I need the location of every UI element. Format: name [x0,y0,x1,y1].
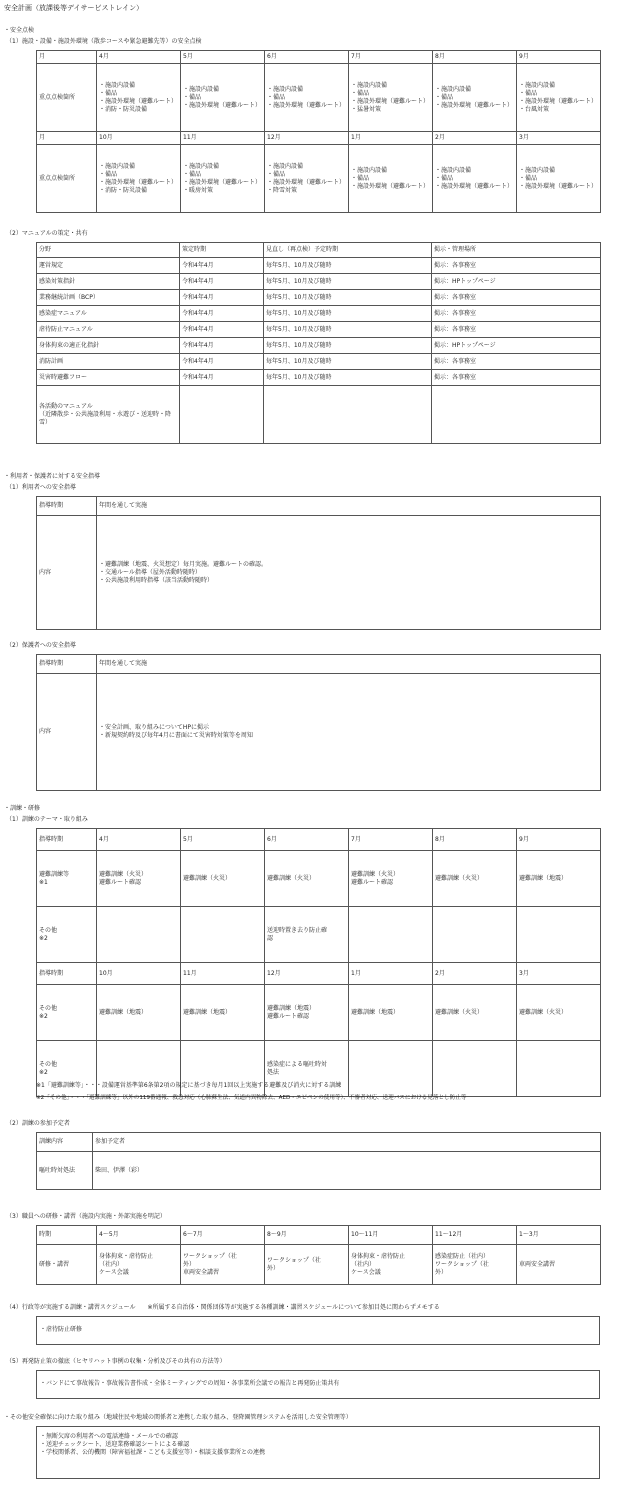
manual-established: 令和4年4月 [180,338,264,354]
header-established: 策定時期 [180,243,264,258]
month-cell: 11月 [181,132,265,145]
subsection-heading-facility-inspection: （1）施設・設備・施設外環境（散歩コースや緊急避難先等）の安全点検 [6,38,202,45]
text-line: ・無断欠席の利用者への電話連絡・メールでの確認 [40,1433,178,1440]
subsection-heading-participants: （2）訓練の参加予定者 [6,1120,70,1127]
text-line: （近隣散歩・公共施設利用・水遊び・送迎時・降雪） [39,410,172,426]
header-field: 分野 [37,243,180,258]
text-line: ・台風対策 [519,105,550,113]
text-line: ・施設外環境（避難ルート） [351,182,430,190]
text-line: ・施設内設備 [435,85,472,93]
text-line: ・施設内設備 [351,81,388,89]
manual-row [37,274,601,290]
text-line: 外） [183,1260,196,1268]
participants-row [37,1152,601,1190]
user-guidance-table [36,496,601,630]
guidance-content-row [37,516,601,630]
inspection-items-cell [433,64,517,132]
text-line: ・施設外環境（避難ルート） [99,178,178,186]
inspection-table [36,50,601,213]
header-location: 掲示・管理場所 [432,243,601,258]
guidance-content [97,516,601,630]
section-heading-safety-guidance: ・利用者・保護者に対する安全指導 [4,473,101,480]
text-line: ・備品 [267,93,286,101]
text-line: ・送迎チェックシート、送迎業務確認シートによる確認 [40,1441,190,1448]
month-cell: 1月 [349,963,433,985]
manual-field: 感染対策指針 [37,274,180,290]
manual-established: 令和4年4月 [180,274,264,290]
guidance-time-row [37,655,601,674]
training-cell [181,1245,265,1285]
text-line: ・施設外環境（避難ルート） [519,97,598,105]
admin-schedule-content: ・虐待防止研修 [40,1326,83,1333]
text-line: 避難訓練（火災） [435,1008,484,1016]
training-content: 嘔吐時対処法 [37,1152,93,1190]
drill-cell [181,985,265,1041]
header-participants: 参加予定者 [93,1133,601,1152]
month-cell: 6月 [265,829,349,851]
participants-table [36,1132,601,1190]
manual-review: 毎年5月、10月及び随時 [264,370,432,386]
month-cell: 7月 [349,829,433,851]
text-line: ・施設内設備 [267,85,304,93]
text-line: ・施設外環境（避難ルート） [183,101,262,109]
inspection-month-row-a [37,51,601,64]
period-cell: 1～3月 [517,1226,601,1245]
manual-established: 令和4年4月 [180,354,264,370]
inspection-items-cell [97,145,181,213]
drill-cell [181,851,265,907]
text-line: 車両安全講習 [519,1260,556,1268]
month-cell: 4月 [97,51,181,64]
inspection-month-row-b [37,132,601,145]
other-cell [517,907,601,963]
manual-field: 虐待防止マニュアル [37,322,180,338]
text-line: 避難訓練（地震） [99,1008,148,1016]
other-cell [433,907,517,963]
month-cell: 9月 [517,829,601,851]
manual-field: 感染症マニュアル [37,306,180,322]
row-label-inspection-points: 重点点検箇所 [37,145,97,213]
text-line: ・学校関係者、公的機関（障害福祉課・こども支援室等）・相談支援事業所との連携 [40,1449,266,1456]
text-line: ・備品 [351,89,370,97]
manual-established: 令和4年4月 [180,322,264,338]
manual-location: 掲示：各事務室 [432,306,601,322]
text-line: ・施設内設備 [519,81,556,89]
value-guidance-time: 年間を通して実施 [97,655,601,674]
footnote-2: ※2「その他」・・・「避難訓練等」以外の119番通報、救急対応（心肺蘇生法、気道内異物除去、AED・エピペンの使用等）、不審者対応、送迎バスにおける見落とし防止等 [36,1095,467,1101]
other-cell [517,1041,601,1097]
text-line: ※2 [39,1068,48,1076]
text-line: その他 [39,1060,58,1068]
subsection-heading-staff-training: （3）職員への研修・講習（施設内実施・外部実施を明記） [6,1213,166,1220]
subsection-heading-user-guidance: （1）利用者への安全指導 [6,484,76,491]
text-line: ・備品 [99,170,118,178]
subsection-heading-manuals: （2）マニュアルの策定・共有 [6,230,88,237]
text-line: 身体拘束・虐待防止 [99,1252,154,1260]
text-line: ・備品 [435,93,454,101]
guidance-content [97,674,601,791]
month-cell: 5月 [181,51,265,64]
text-line: 避難訓練（火災） [183,874,232,882]
training-period-row [37,1226,601,1245]
inspection-items-cell [265,64,349,132]
text-line: ・施設外環境（避難ルート） [99,97,178,105]
manual-field: 身体拘束の適正化指針 [37,338,180,354]
inspection-items-cell [349,64,433,132]
admin-schedule-box [36,1316,600,1345]
manual-location-empty [432,386,601,444]
text-line: 処法 [267,1068,280,1076]
text-line: ・施設外環境（避難ルート） [351,97,430,105]
other-cell [265,907,349,963]
text-line: ・施設内設備 [99,162,136,170]
inspection-items-cell [517,64,601,132]
label-content: 内容 [37,674,97,791]
text-line: ケース会議 [99,1268,129,1276]
manual-row [37,258,601,274]
inspection-items-cell [265,145,349,213]
section-heading-safety-inspection: ・安全点検 [4,27,35,34]
text-line: ・消防・防災設備 [99,186,148,194]
text-line: ・交通ルール指導（屋外活動時随時） [99,568,201,576]
text-line: 外） [435,1268,448,1276]
text-line: ・施設内設備 [183,85,220,93]
inspection-items-cell [97,64,181,132]
text-line: ・新規契約時及び毎年4月に書面にて災害時対策等を周知 [99,732,253,739]
inspection-items-cell [349,145,433,213]
period-cell: 11～12月 [433,1226,517,1245]
month-cell: 11月 [181,963,265,985]
manual-header-row [37,243,601,258]
month-cell: 8月 [433,51,517,64]
inspection-items-row-b [37,145,601,213]
manual-review: 毎年5月、10月及び随時 [264,322,432,338]
text-line: その他 [39,926,58,934]
text-line: ・施設内設備 [351,166,388,174]
drill-cell [97,851,181,907]
month-cell: 4月 [97,829,181,851]
label-content: 内容 [37,516,97,630]
text-line: ケース会議 [351,1268,381,1276]
participants: 柴田、伊澤（彩） [93,1152,601,1190]
other-cell [97,907,181,963]
text-line: ※2 [39,1012,48,1020]
row-label-inspection-points: 重点点検箇所 [37,64,97,132]
text-line: ※1 [39,878,48,886]
manual-row [37,354,601,370]
inspection-items-cell [181,64,265,132]
text-line: 避難訓練（地震） [351,1008,400,1016]
month-cell: 9月 [517,51,601,64]
training-cell [265,1245,349,1285]
month-cell: 10月 [97,132,181,145]
drill-cell [349,851,433,907]
text-line: ・施設外環境（避難ルート） [435,101,514,109]
text-line: ・備品 [267,170,286,178]
text-line: ・降雪対策 [267,186,298,194]
text-line: ・施設内設備 [183,162,220,170]
manual-review: 毎年5月、10月及び随時 [264,258,432,274]
drill-cell [433,985,517,1041]
manual-row-activities [37,386,601,444]
text-line: その他 [39,1004,58,1012]
text-line: ・備品 [99,89,118,97]
manual-field: 消防計画 [37,354,180,370]
manual-review: 毎年5月、10月及び随時 [264,306,432,322]
month-cell: 7月 [349,51,433,64]
month-cell: 8月 [433,829,517,851]
other-cell [349,1041,433,1097]
manual-location: 掲示：各事務室 [432,258,601,274]
manual-established: 令和4年4月 [180,370,264,386]
text-line: ・備品 [183,170,202,178]
manual-location: 掲示：HPトップページ [432,338,601,354]
label-other [37,985,97,1041]
period-cell: 4～5月 [97,1226,181,1245]
other-cell [349,907,433,963]
month-cell: 1月 [349,132,433,145]
label-guidance-time: 指導時期 [37,497,97,516]
text-line: ・備品 [435,174,454,182]
text-line: ・猛暑対策 [351,105,382,113]
drill-cell [97,985,181,1041]
footnote-1: ※1「避難訓練等」・・・設備運営基準第6条第2項の規定に基づき毎月1回以上実施する避難及び消火に対する訓練 [36,1082,342,1089]
text-line: 避難訓練（火災） [267,874,316,882]
text-line: 避難ルート確認 [351,878,394,886]
text-line: ・暖房対策 [183,186,214,194]
text-line: 避難ルート確認 [99,878,142,886]
text-line: ・備品 [183,93,202,101]
manual-row [37,322,601,338]
manual-location: 掲示：各事務室 [432,290,601,306]
month-cell: 3月 [517,963,601,985]
text-line: ワークショップ（社 [183,1252,237,1260]
month-cell: 6月 [265,51,349,64]
guidance-time-row [37,497,601,516]
training-cell [349,1245,433,1285]
drill-row-b [37,985,601,1041]
text-line: 各活動のマニュアル [39,402,93,410]
recurrence-prevention-box [36,1370,600,1399]
manual-location: 掲示：各事務室 [432,354,601,370]
drill-row-a [37,851,601,907]
text-line: 避難訓練（火災） [519,1008,568,1016]
section-heading-other-initiatives: ・その他安全確保に向けた取り組み（地域住民や地域の関係者と連携した取り組み、登降園管理システムを活用した安全管理等） [4,1414,352,1421]
text-line: ・安全計画、取り組みについてHPに掲示 [99,724,210,731]
subsection-heading-drill-themes: （1）訓練のテーマ・取り組み [6,816,88,823]
text-line: ・施設外環境（避難ルート） [267,178,346,186]
guardian-guidance-table [36,654,601,791]
manual-row [37,338,601,354]
training-content-row [37,1245,601,1285]
text-line: 外） [267,1264,280,1272]
subsection-heading-admin-schedule: （4）行政等が実施する訓練・講習スケジュール ※所属する自治体・関係団体等が実施する各種訓練・講習スケジュールについて参加目処に関わらずメモする [6,1304,440,1311]
label-guidance-time: 指導時期 [37,655,97,674]
manual-established: 令和4年4月 [180,306,264,322]
text-line: 避難訓練（火災） [351,870,400,878]
text-line: ・公共施設利用時指導（該当活動時随時） [99,576,214,584]
text-line: 感染症による嘔吐時対 [267,1060,328,1068]
section-heading-training: ・訓練・研修 [4,805,41,812]
manual-row [37,370,601,386]
month-cell: 12月 [265,963,349,985]
text-line: 認 [267,934,274,942]
text-line: 避難訓練等 [39,870,70,878]
inspection-items-cell [517,145,601,213]
text-line: ワークショップ（社 [267,1256,321,1264]
month-cell: 2月 [433,963,517,985]
text-line: ・施設内設備 [435,166,472,174]
text-line: ※2 [39,934,48,942]
month-cell: 2月 [433,132,517,145]
period-cell: 6～7月 [181,1226,265,1245]
recurrence-prevention-content: ・バンドにて事故報告・事故報告書作成・全体ミーティングでの周知・各事業所会議での報告と再発防止策共有 [40,1380,340,1387]
text-line: 避難訓練（火災） [99,870,148,878]
drill-cell [349,985,433,1041]
text-line: 送迎時置き去り防止確 [267,926,328,934]
manual-established: 令和4年4月 [180,258,264,274]
text-line: （社内） [351,1260,376,1268]
text-line: 避難訓練（地震） [267,1004,316,1012]
drill-cell [265,851,349,907]
manual-location: 掲示：各事務室 [432,322,601,338]
text-line: 感染症防止（社内） [435,1252,490,1260]
month-cell: 3月 [517,132,601,145]
label-evacuation-drill [37,851,97,907]
text-line: ・施設外環境（避難ルート） [267,101,346,109]
manual-field: 運営規定 [37,258,180,274]
manual-review: 毎年5月、10月及び随時 [264,290,432,306]
label-period: 時期 [37,1226,97,1245]
label-guidance-time: 指導時期 [37,963,97,985]
drill-cell [517,985,601,1041]
subsection-heading-recurrence-prevention: （5）再発防止策の徹底（ヒヤリハット事例の収集・分析及びその共有の方法等） [6,1358,226,1365]
header-training-content: 訓練内容 [37,1133,93,1152]
manual-row [37,290,601,306]
staff-training-table [36,1225,601,1285]
text-line: 避難ルート確認 [267,1012,310,1020]
drill-month-row-b [37,963,601,985]
header-review: 見直し（再点検）予定時期 [264,243,432,258]
text-line: 避難訓練（地震） [519,874,568,882]
page-title: 安全計画（放課後等デイサービストレイン） [4,4,144,12]
manual-field: 災害時避難フロー [37,370,180,386]
manual-review: 毎年5月、10月及び随時 [264,274,432,290]
text-line: ・避難訓練（地震、火災想定）毎月実施。避難ルートの確認。 [99,560,268,568]
other-cell [181,907,265,963]
text-line: ・備品 [519,89,538,97]
inspection-items-row-a [37,64,601,132]
inspection-items-cell [433,145,517,213]
month-cell: 10月 [97,963,181,985]
training-cell [433,1245,517,1285]
subsection-heading-guardian-guidance: （2）保護者への安全指導 [6,642,76,649]
drill-cell [517,851,601,907]
guidance-content-row [37,674,601,791]
text-line: ・施設内設備 [519,166,556,174]
manual-review: 毎年5月、10月及び随時 [264,338,432,354]
manual-established-empty [180,386,264,444]
other-row-a [37,907,601,963]
manual-location: 掲示：HPトップページ [432,274,601,290]
text-line: ・施設外環境（避難ルート） [183,178,262,186]
drill-cell [433,851,517,907]
value-guidance-time: 年間を通して実施 [97,497,601,516]
text-line: 避難訓練（地震） [183,1008,232,1016]
participants-header-row [37,1133,601,1152]
manual-location: 掲示：各事務室 [432,370,601,386]
manual-row [37,306,601,322]
label-guidance-time: 指導時期 [37,829,97,851]
drill-month-row-a [37,829,601,851]
training-cell [517,1245,601,1285]
manual-review: 毎年5月、10月及び随時 [264,354,432,370]
text-line: 車両安全講習 [183,1268,220,1276]
training-cell [97,1245,181,1285]
text-line: 身体拘束・虐待防止 [351,1252,406,1260]
other-initiatives-list [40,1433,265,1457]
drill-table [36,828,601,1097]
drill-cell [265,985,349,1041]
text-line: ・施設外環境（避難ルート） [435,182,514,190]
other-initiatives-box [36,1426,600,1479]
month-cell: 5月 [181,829,265,851]
manual-established: 令和4年4月 [180,290,264,306]
period-cell: 10～11月 [349,1226,433,1245]
label-other [37,907,97,963]
text-line: ・備品 [519,174,538,182]
inspection-items-cell [181,145,265,213]
text-line: ・施設外環境（避難ルート） [519,182,598,190]
manual-review-empty [264,386,432,444]
month-label: 月 [37,132,97,145]
manual-table [36,242,601,444]
other-cell [433,1041,517,1097]
text-line: ・施設内設備 [99,81,136,89]
manual-field-activities [37,386,180,444]
manual-field: 業務継続計画（BCP） [37,290,180,306]
text-line: ・消防・防災設備 [99,105,148,113]
text-line: ワークショップ（社 [435,1260,489,1268]
text-line: ・施設内設備 [267,162,304,170]
label-training: 研修・講習 [37,1245,97,1285]
month-cell: 12月 [265,132,349,145]
text-line: ・備品 [351,174,370,182]
text-line: 避難訓練（火災） [435,874,484,882]
period-cell: 8～9月 [265,1226,349,1245]
text-line: （社内） [99,1260,124,1268]
month-label: 月 [37,51,97,64]
